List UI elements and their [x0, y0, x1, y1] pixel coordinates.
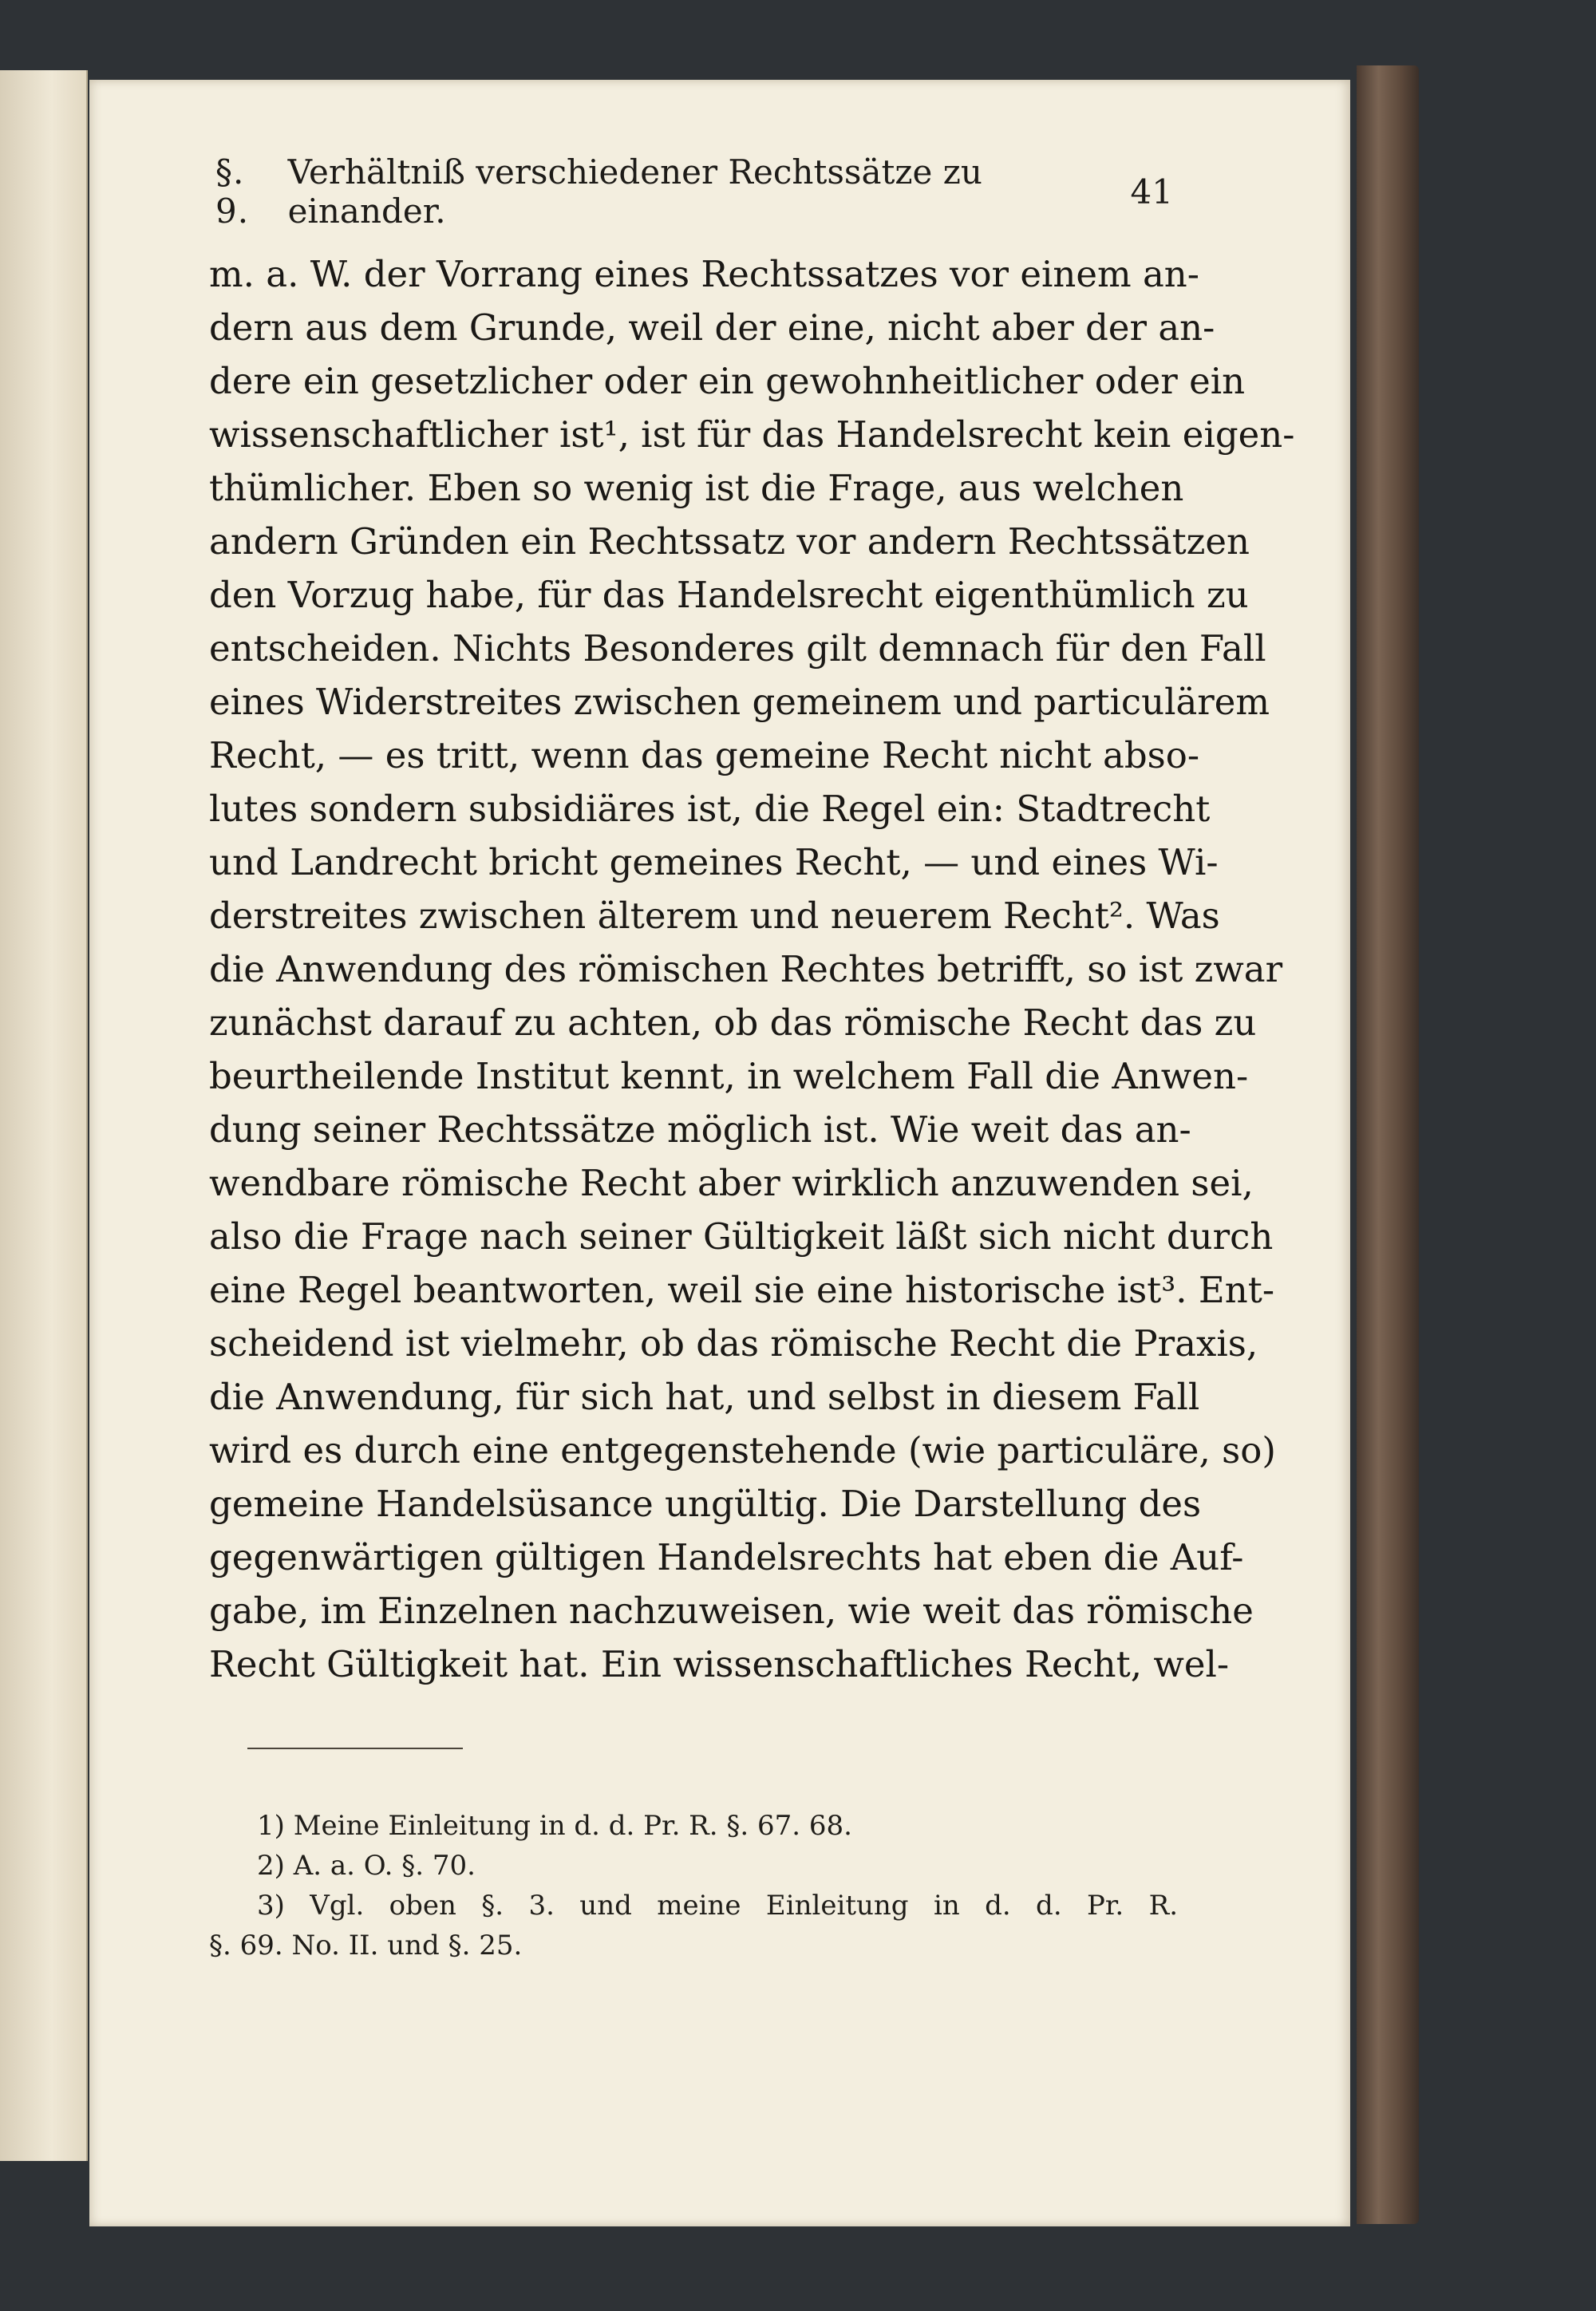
text-line: derstreites zwischen älterem und neuerem Recht². Was [209, 895, 1220, 937]
section-number: §. 9. [215, 152, 250, 231]
running-header [215, 152, 1173, 231]
text-line: beurtheilende Institut kennt, in welchem Fall die Anwen- [209, 1055, 1249, 1097]
facing-page-edge [0, 70, 88, 2161]
footnote-2: 2) A. a. O. §. 70. [257, 1850, 476, 1882]
book-cover-edge [1357, 65, 1419, 2224]
text-line: wissenschaftlicher ist¹, ist für das Handelsrecht kein eigen- [209, 413, 1295, 456]
text-line: wendbare römische Recht aber wirklich anzuwenden sei, [209, 1162, 1254, 1204]
page-number: 41 [1130, 172, 1173, 211]
text-line: andern Gründen ein Rechtssatz vor andern Rechtssätzen [209, 520, 1250, 563]
text-line: Recht Gültigkeit hat. Ein wissenschaftliches Recht, wel- [209, 1643, 1230, 1685]
footnotes [209, 1806, 1178, 1965]
text-line: gemeine Handelsüsance ungültig. Die Darstellung des [209, 1483, 1202, 1525]
text-line: zunächst darauf zu achten, ob das römische Recht das zu [209, 1001, 1257, 1044]
text-line: thümlicher. Eben so wenig ist die Frage, aus welchen [209, 467, 1184, 509]
text-line: den Vorzug habe, für das Handelsrecht eigenthümlich zu [209, 574, 1249, 616]
text-line: dung seiner Rechtssätze möglich ist. Wie weit das an- [209, 1108, 1191, 1151]
text-line: gabe, im Einzelnen nachzuweisen, wie weit das römische [209, 1590, 1254, 1632]
text-line: also die Frage nach seiner Gültigkeit läßt sich nicht durch [209, 1215, 1274, 1258]
text-line: dere ein gesetzlicher oder ein gewohnheitlicher oder ein [209, 360, 1246, 402]
text-line: eine Regel beantworten, weil sie eine historische ist³. Ent- [209, 1269, 1275, 1311]
text-line: eines Widerstreites zwischen gemeinem und particulärem [209, 681, 1270, 723]
footnote-3: 3) Vgl. oben §. 3. und meine Einleitung in d. d. Pr. R. [257, 1890, 1178, 1922]
footnote-3-continued: §. 69. No. II. und §. 25. [209, 1930, 523, 1961]
text-line: entscheiden. Nichts Besonderes gilt demnach für den Fall [209, 627, 1266, 670]
footnote-1: 1) Meine Einleitung in d. d. Pr. R. §. 67. 68. [257, 1810, 852, 1842]
text-line: Recht, — es tritt, wenn das gemeine Recht nicht abso- [209, 734, 1200, 776]
text-line: wird es durch eine entgegenstehende (wie particuläre, so) [209, 1429, 1276, 1472]
body-text [209, 247, 1295, 1691]
text-line: dern aus dem Grunde, weil der eine, nicht aber der an- [209, 306, 1215, 349]
footnote-divider [247, 1748, 463, 1749]
section-title: Verhältniß verschiedener Rechtssätze zu einander. [287, 152, 982, 231]
text-line: die Anwendung, für sich hat, und selbst in diesem Fall [209, 1376, 1200, 1418]
text-line: lutes sondern subsidiäres ist, die Regel ein: Stadtrecht [209, 788, 1211, 830]
text-line: gegenwärtigen gültigen Handelsrechts hat eben die Auf- [209, 1536, 1244, 1578]
text-line: und Landrecht bricht gemeines Recht, — und eines Wi- [209, 841, 1219, 883]
text-line: scheidend ist vielmehr, ob das römische Recht die Praxis, [209, 1322, 1258, 1365]
text-line: die Anwendung des römischen Rechtes betrifft, so ist zwar [209, 948, 1283, 990]
text-line: m. a. W. der Vorrang eines Rechtssatzes vor einem an- [209, 253, 1199, 295]
